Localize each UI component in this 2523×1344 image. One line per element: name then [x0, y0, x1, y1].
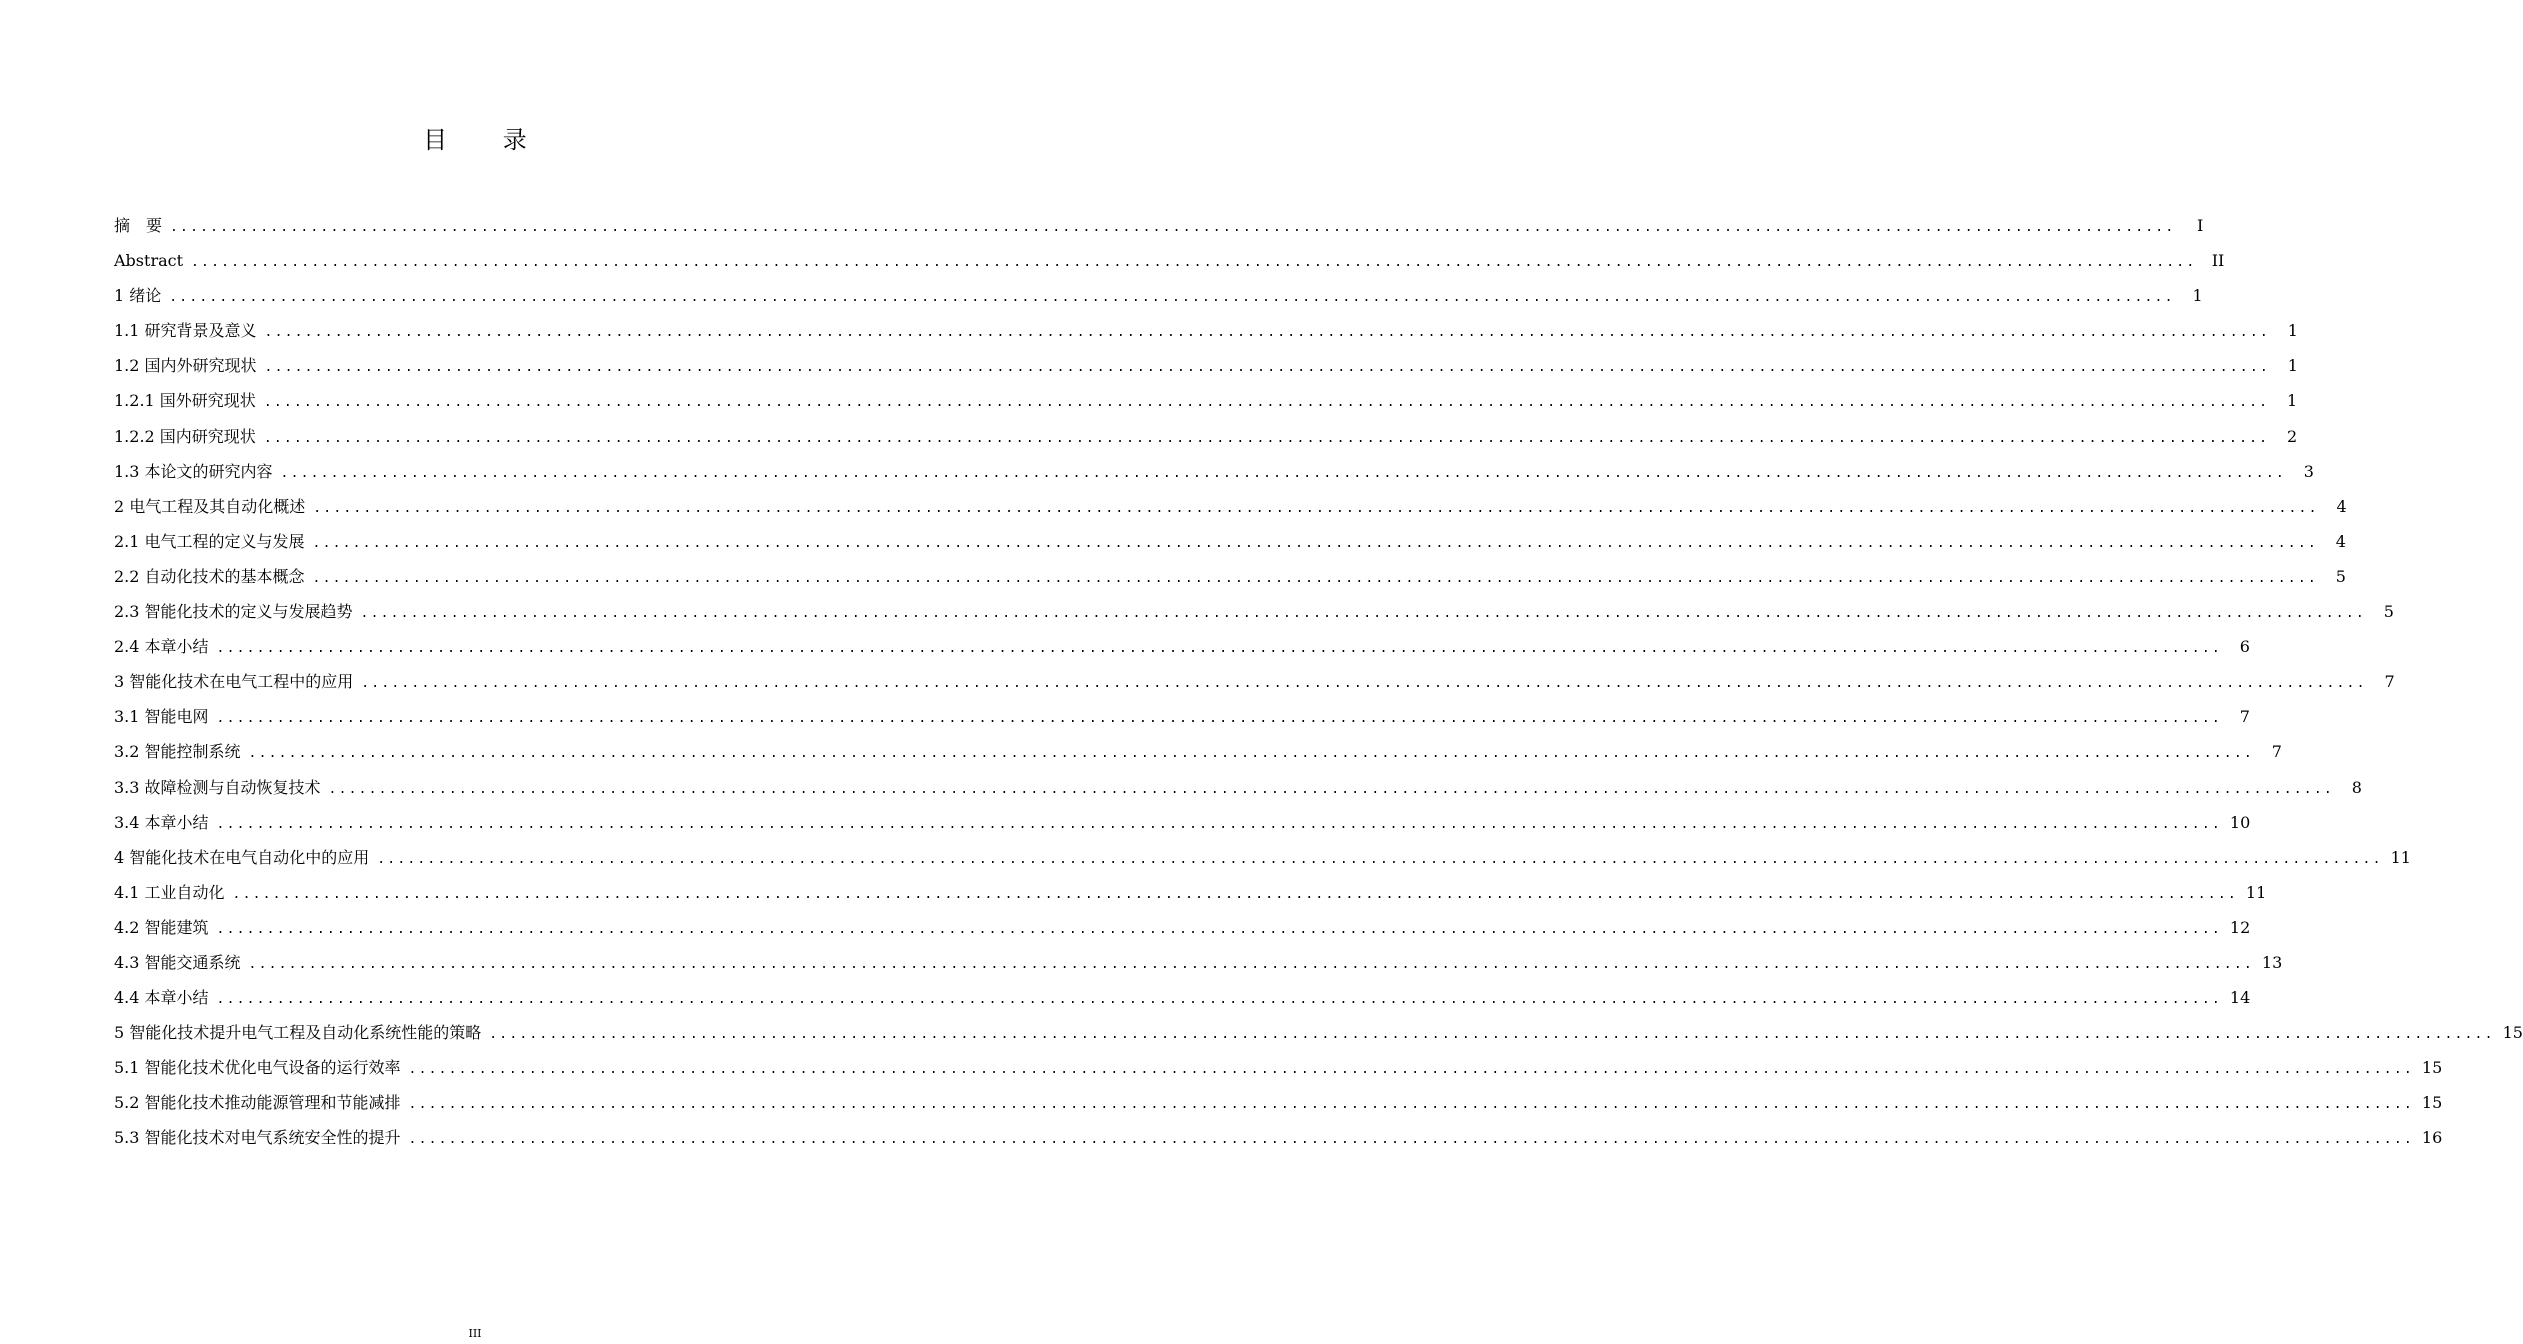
toc-leader-dots: ........................................................................................................................................................................................................	[216, 641, 2222, 657]
toc-entry[interactable]	[114, 383, 2298, 418]
toc-entry-title: 4.3 智能交通系统	[114, 952, 241, 972]
toc-leader-dots: ........................................................................................................................................................................................................	[361, 676, 2367, 692]
toc-entry[interactable]	[114, 805, 2251, 840]
toc-entry-page: 16	[2421, 1128, 2443, 1148]
toc-entry-page: 11	[2390, 847, 2411, 867]
toc-entry-title: 4.1 工业自动化	[114, 882, 225, 902]
toc-entry[interactable]	[114, 1050, 2443, 1085]
toc-entry-page: 2	[2286, 426, 2298, 446]
toc-entry-title: 摘 要	[114, 216, 163, 235]
toc-leader-dots: ........................................................................................................................................................................................................	[169, 290, 2175, 306]
toc-leader-dots: ........................................................................................................................................................................................................	[312, 535, 2318, 551]
toc-entry-page: 13	[2261, 952, 2283, 972]
toc-entry-page: 11	[2245, 882, 2267, 902]
toc-entry-title: 5.2 智能化技术推动能源管理和节能减排	[114, 1093, 401, 1113]
toc-leader-dots: ........................................................................................................................................................................................................	[328, 781, 2334, 797]
toc-entry[interactable]	[114, 840, 2411, 875]
toc-entry-page: 1	[2192, 286, 2203, 306]
toc-entry-title: 2.1 电气工程的定义与发展	[114, 531, 305, 551]
toc-entry-title: 4.2 智能建筑	[114, 917, 209, 937]
toc-entry-title: 4 智能化技术在电气自动化中的应用	[114, 847, 370, 867]
toc-entry-page: 8	[2351, 777, 2362, 797]
toc-entry-page: 6	[2239, 637, 2250, 657]
toc-entry-title: 2.3 智能化技术的定义与发展趋势	[114, 602, 353, 622]
toc-entry-title: 5.1 智能化技术优化电气设备的运行效率	[114, 1058, 401, 1078]
toc-entry[interactable]	[114, 243, 2225, 278]
toc-entry[interactable]	[114, 559, 2346, 594]
toc-leader-dots: ........................................................................................................................................................................................................	[489, 1027, 2495, 1043]
table-of-contents	[114, 208, 2523, 1156]
toc-entry-page: 7	[2239, 707, 2250, 727]
toc-entry-page: 1	[2287, 321, 2298, 341]
toc-leader-dots: ........................................................................................................................................................................................................	[377, 851, 2383, 867]
toc-entry[interactable]	[114, 524, 2346, 559]
toc-leader-dots: ........................................................................................................................................................................................................	[170, 220, 2176, 235]
toc-leader-dots: ........................................................................................................................................................................................................	[216, 711, 2222, 727]
toc-leader-dots: ........................................................................................................................................................................................................	[360, 606, 2366, 622]
toc-entry[interactable]	[114, 594, 2394, 629]
toc-leader-dots: ........................................................................................................................................................................................................	[264, 360, 2270, 376]
toc-entry-page: 7	[2271, 742, 2282, 762]
toc-entry[interactable]	[114, 1085, 2443, 1120]
toc-entry[interactable]	[114, 875, 2267, 910]
toc-entry[interactable]	[114, 734, 2282, 769]
toc-entry-title: 1.2.1 国外研究现状	[114, 391, 256, 411]
toc-entry-title: 3.1 智能电网	[114, 707, 209, 727]
toc-entry-title: 3.3 故障检测与自动恢复技术	[114, 777, 321, 797]
toc-leader-dots: ........................................................................................................................................................................................................	[408, 1062, 2414, 1078]
toc-entry-title: 1.2 国内外研究现状	[114, 356, 257, 376]
toc-entry-page: 15	[2502, 1023, 2523, 1043]
toc-entry-page: 15	[2421, 1093, 2443, 1113]
toc-entry-page: 7	[2384, 672, 2395, 692]
toc-entry-page: 15	[2421, 1058, 2443, 1078]
toc-entry[interactable]	[114, 348, 2298, 383]
toc-entry-title: 1.1 研究背景及意义	[114, 321, 257, 341]
toc-leader-dots: ........................................................................................................................................................................................................	[232, 886, 2238, 902]
toc-leader-dots: ........................................................................................................................................................................................................	[216, 992, 2222, 1008]
toc-entry[interactable]	[114, 699, 2250, 734]
toc-entry-title: 1.2.2 国内研究现状	[114, 426, 256, 446]
toc-entry-page: 5	[2335, 566, 2346, 586]
toc-entry-title: 2.2 自动化技术的基本概念	[114, 566, 305, 586]
toc-entry[interactable]	[114, 910, 2251, 945]
toc-leader-dots: ........................................................................................................................................................................................................	[263, 430, 2270, 446]
toc-entry-title: Abstract	[114, 251, 184, 271]
toc-entry[interactable]	[114, 208, 2204, 243]
toc-entry-page: 14	[2229, 988, 2251, 1008]
toc-entry[interactable]	[114, 489, 2347, 524]
toc-entry-title: 3.2 智能控制系统	[114, 742, 241, 762]
toc-entry[interactable]	[114, 454, 2314, 489]
toc-entry-title: 1 绪论	[114, 286, 162, 306]
toc-entry[interactable]	[114, 664, 2395, 699]
toc-entry[interactable]	[114, 278, 2203, 313]
toc-leader-dots: ........................................................................................................................................................................................................	[264, 325, 2270, 341]
toc-entry[interactable]	[114, 980, 2251, 1015]
toc-entry-page: 1	[2286, 391, 2298, 411]
page-title: 目 录	[423, 126, 551, 154]
toc-leader-dots: ........................................................................................................................................................................................................	[408, 1097, 2414, 1113]
toc-entry-page: 12	[2229, 917, 2251, 937]
toc-entry[interactable]	[114, 1015, 2523, 1050]
toc-entry-title: 2.4 本章小结	[114, 637, 209, 657]
toc-entry-page: 4	[2336, 496, 2347, 516]
toc-entry-title: 5 智能化技术提升电气工程及自动化系统性能的策略	[114, 1023, 482, 1043]
toc-entry[interactable]	[114, 770, 2362, 805]
toc-leader-dots: ........................................................................................................................................................................................................	[263, 395, 2270, 411]
page-number: III	[468, 1327, 482, 1340]
toc-leader-dots: ........................................................................................................................................................................................................	[408, 1132, 2414, 1148]
toc-entry-page: 5	[2383, 602, 2394, 622]
toc-leader-dots: ........................................................................................................................................................................................................	[313, 500, 2319, 516]
toc-entry-title: 5.3 智能化技术对电气系统安全性的提升	[114, 1128, 401, 1148]
toc-leader-dots: ........................................................................................................................................................................................................	[280, 465, 2286, 481]
toc-entry-title: 3.4 本章小结	[114, 812, 209, 832]
toc-entry-page: 4	[2335, 531, 2346, 551]
toc-entry-title: 4.4 本章小结	[114, 988, 209, 1008]
toc-entry[interactable]	[114, 313, 2298, 348]
toc-leader-dots: ........................................................................................................................................................................................................	[216, 921, 2222, 937]
toc-entry-title: 3 智能化技术在电气工程中的应用	[114, 672, 354, 692]
toc-entry[interactable]	[114, 629, 2250, 664]
toc-entry[interactable]	[114, 419, 2298, 454]
toc-entry-page: 1	[2287, 356, 2298, 376]
toc-leader-dots: ........................................................................................................................................................................................................	[191, 255, 2197, 271]
toc-entry-page: 10	[2229, 812, 2251, 832]
toc-entry-page: II	[2211, 251, 2225, 271]
toc-entry-page: I	[2197, 216, 2204, 235]
toc-leader-dots: ........................................................................................................................................................................................................	[248, 956, 2254, 972]
toc-leader-dots: ........................................................................................................................................................................................................	[312, 570, 2318, 586]
toc-leader-dots: ........................................................................................................................................................................................................	[216, 816, 2222, 832]
toc-leader-dots: ........................................................................................................................................................................................................	[248, 746, 2254, 762]
toc-entry[interactable]	[114, 945, 2283, 980]
toc-entry-page: 3	[2303, 461, 2314, 481]
toc-entry-title: 1.3 本论文的研究内容	[114, 461, 273, 481]
toc-entry[interactable]	[114, 1120, 2443, 1155]
toc-entry-title: 2 电气工程及其自动化概述	[114, 496, 306, 516]
